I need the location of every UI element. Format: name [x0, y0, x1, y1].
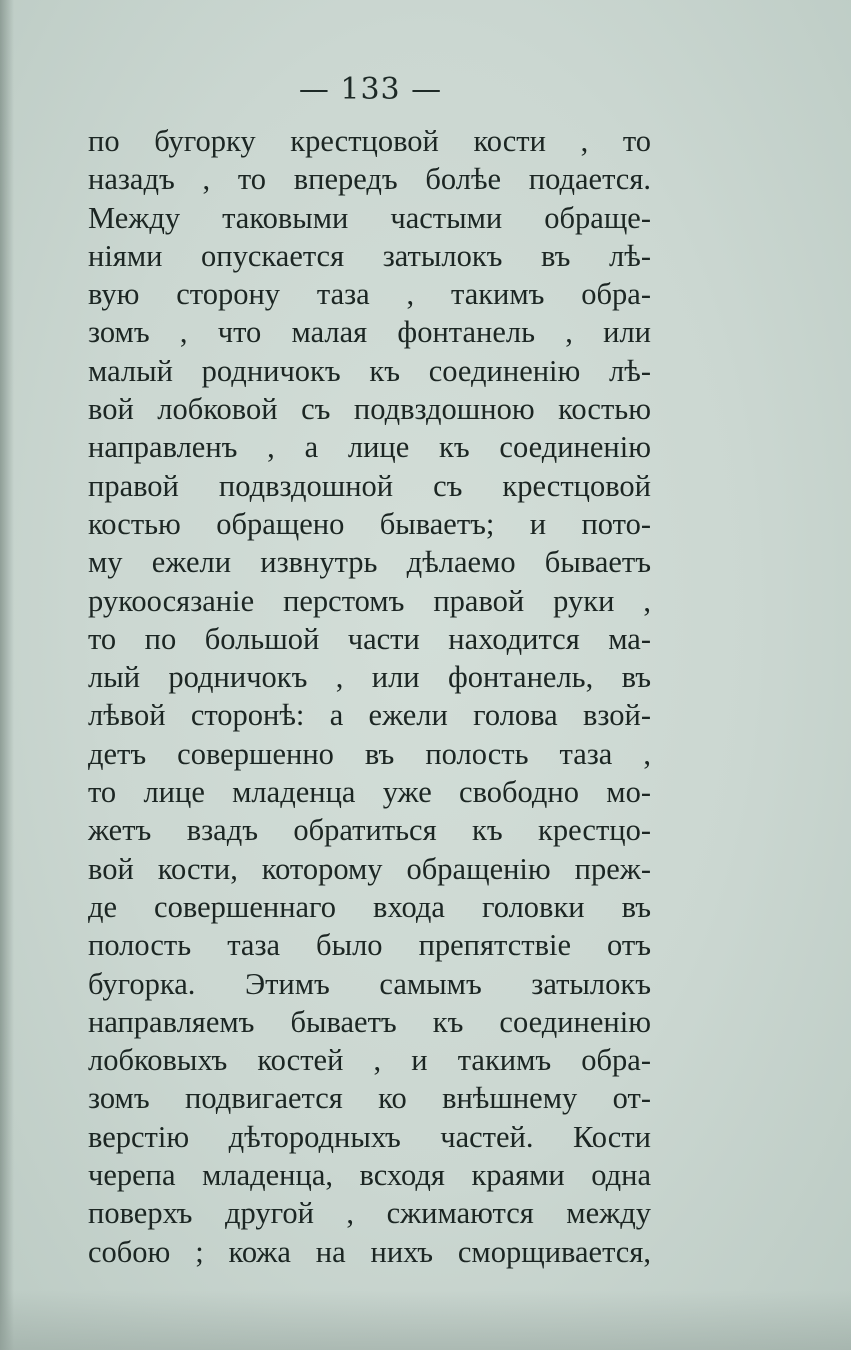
text-line: малый родничокъ къ соединенію лѣ- — [88, 353, 651, 388]
text-line: жетъ взадъ обратиться къ крестцо- — [88, 813, 651, 848]
text-line: зомъ , что малая фонтанель , или — [88, 315, 651, 350]
text-line: зомъ подвигается ко внѣшнему от- — [88, 1081, 651, 1116]
page-number: — 133 — — [298, 72, 443, 107]
text-line: рукоосязаніе перстомъ правой руки , — [88, 583, 651, 618]
text-line: правой подвздошной съ крестцовой — [88, 468, 651, 503]
text-line: поверхъ другой , сжимаются между — [88, 1196, 651, 1231]
text-line: полость таза было препятствіе отъ — [88, 928, 651, 963]
text-line: черепа младенца, всходя краями одна — [88, 1158, 651, 1193]
text-line: вую сторону таза , такимъ обра- — [88, 277, 651, 312]
text-line: ніями опускается затылокъ въ лѣ- — [88, 238, 651, 273]
text-line: лобковыхъ костей , и такимъ обра- — [88, 1043, 651, 1078]
text-line: то лице младенца уже свободно мо- — [88, 775, 651, 810]
text-line: Между таковыми частыми обраще- — [88, 200, 651, 235]
text-line: собою ; кожа на нихъ сморщивается, — [88, 1234, 651, 1269]
text-line: по бугорку крестцовой кости , то — [88, 124, 651, 158]
text-line: назадъ , то впередъ болѣе подается. — [88, 162, 651, 197]
text-line: то по большой части находится ма- — [88, 621, 651, 656]
text-line: направленъ , а лице къ соединенію — [88, 430, 651, 465]
text-line: лый родничокъ , или фонтанель, въ — [88, 660, 651, 695]
text-line: де совершеннаго входа головки въ — [88, 889, 651, 924]
text-line: му ежели извнутрь дѣлаемо бываетъ — [88, 545, 651, 580]
text-line: лѣвой сторонѣ: а ежели голова взой- — [88, 698, 651, 733]
text-line: детъ совершенно въ полость таза , — [88, 736, 651, 771]
text-line: верстію дѣтородныхъ частей. Кости — [88, 1119, 651, 1154]
text-line: направляемъ бываетъ къ соединенію — [88, 1004, 651, 1039]
text-line: бугорка. Этимъ самымъ затылокъ — [88, 966, 651, 1001]
text-line: костью обращено бываетъ; и пото- — [88, 506, 651, 541]
body-text — [88, 122, 651, 1271]
text-line: вой лобковой съ подвздошною костью — [88, 392, 651, 427]
text-line: вой кости, которому обращенію преж- — [88, 851, 651, 886]
